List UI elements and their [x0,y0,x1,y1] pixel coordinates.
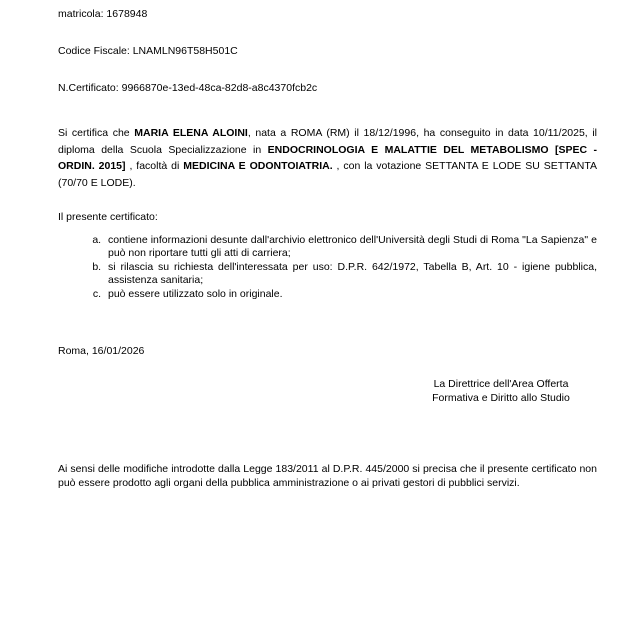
footer-legal-note: Ai sensi delle modifiche introdotte dalla Legge 183/2011 al D.P.R. 445/2000 si precisa che il presente certificato non può essere prodotto agli organi della pubblica amministrazione o ai privati gestori di pubblici servizi. [58,463,597,489]
signature-line-2: Formativa e Diritto allo Studio [432,391,570,404]
signature-line-1: La Direttrice dell'Area Offerta [433,378,569,390]
matricola-line: matricola: 1678948 [58,8,148,20]
codice-fiscale-line: Codice Fiscale: LNAMLN96T58H501C [58,45,238,57]
list-item: a. contiene informazioni desunte dall'archivio elettronico dell'Università degli Studi di Roma "La Sapienza" e può non riportare tutti gli atti di carriera; [104,234,597,261]
signature-block [405,378,597,405]
faculty-name: MEDICINA E ODONTOIATRIA. [183,160,333,172]
course-name: ENDOCRINOLOGIA E MALATTIE DEL METABOLISMO [SPEC - ORDIN. 2015] [58,143,597,172]
cert-segment-4: , con la votazione SETTANTA E LODE SU SETTANTA (70/70 E LODE). [58,160,597,189]
clauses-list [58,234,597,302]
student-name: MARIA ELENA ALOINI [134,127,248,139]
list-item: c. può essere utilizzato solo in originale. [104,288,597,302]
place-date-line: Roma, 16/01/2026 [58,345,145,357]
certification-paragraph [58,125,597,191]
numero-certificato-line: N.Certificato: 9966870e-13ed-48ca-82d8-a8c4370fcb2c [58,82,318,94]
cert-segment-1: Si certifica che [58,127,135,139]
cert-segment-3: , facoltà di [125,160,184,172]
list-item: b. si rilascia su richiesta dell'interessata per uso: D.P.R. 642/1972, Tabella B, Art. 10 - igiene pubblica, assistenza sanitaria; [104,261,597,288]
cert-segment-2: , nata a ROMA (RM) il 18/12/1996, ha conseguito in data 10/11/2025, il diploma della Scuola Specializzazione in [58,127,597,156]
clauses-intro: Il presente certificato: [58,211,158,223]
